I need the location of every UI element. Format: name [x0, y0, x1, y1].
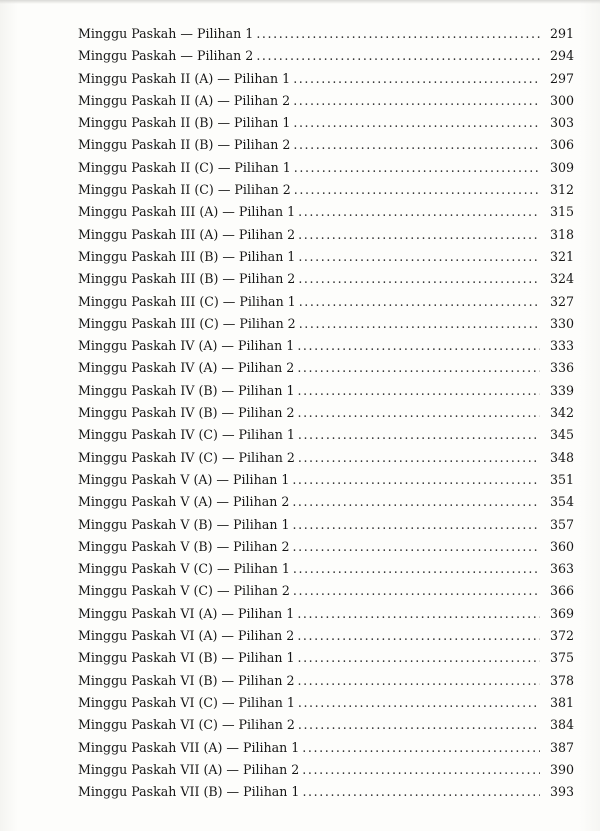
toc-entry: [78, 26, 574, 48]
toc-entry: [78, 762, 574, 784]
toc-entry-title: Minggu Paskah VII (B) — Pilihan 1: [78, 784, 300, 800]
dot-leader: [293, 517, 541, 532]
toc-entry-title: Minggu Paskah II (C) — Pilihan 1: [78, 159, 291, 175]
toc-entry: [78, 182, 574, 204]
dot-leader: [299, 316, 540, 331]
dot-leader: [292, 494, 540, 509]
toc-entry-title: Minggu Paskah VI (A) — Pilihan 2: [78, 628, 295, 644]
toc-entry: [78, 717, 574, 739]
dot-leader: [299, 294, 540, 309]
toc-entry: [78, 338, 574, 360]
toc-entry-title: Minggu Paskah III (B) — Pilihan 1: [78, 248, 296, 264]
toc-entry-page-number: 294: [549, 48, 574, 64]
toc-entry: [78, 360, 574, 382]
toc-entry-title: Minggu Paskah II (B) — Pilihan 1: [78, 115, 291, 131]
dot-leader: [292, 472, 540, 487]
toc-entry: [78, 472, 574, 494]
toc-entry-title: Minggu Paskah IV (B) — Pilihan 1: [78, 382, 295, 398]
toc-entry-page-number: 321: [549, 248, 574, 264]
toc-entry-title: Minggu Paskah III (C) — Pilihan 1: [78, 293, 296, 309]
toc-entry-title: Minggu Paskah — Pilihan 2: [78, 48, 254, 64]
toc-entry: [78, 249, 574, 271]
dot-leader: [294, 160, 540, 175]
toc-entry: [78, 160, 574, 182]
toc-entry-page-number: 297: [549, 70, 574, 86]
dot-leader: [293, 583, 540, 598]
toc-entry-title: Minggu Paskah V (C) — Pilihan 1: [78, 561, 290, 577]
toc-entry-page-number: 357: [549, 516, 574, 532]
dot-leader: [293, 561, 540, 576]
toc-entry-title: Minggu Paskah V (C) — Pilihan 2: [78, 583, 290, 599]
dot-leader: [297, 360, 540, 375]
toc-entry: [78, 383, 574, 405]
dot-leader: [297, 338, 540, 353]
dot-leader: [298, 271, 540, 286]
toc-entry-title: Minggu Paskah V (A) — Pilihan 1: [78, 471, 290, 487]
toc-entry-page-number: 369: [549, 605, 574, 621]
dot-leader: [298, 204, 540, 219]
toc-entry: [78, 539, 574, 561]
toc-entry: [78, 494, 574, 516]
toc-entry-title: Minggu Paskah IV (C) — Pilihan 1: [78, 427, 295, 443]
dot-leader: [293, 539, 541, 554]
toc-entry-page-number: 330: [549, 315, 574, 331]
toc-entry-page-number: 393: [549, 784, 574, 800]
toc-entry-page-number: 312: [549, 182, 574, 198]
toc-entry-page-number: 381: [549, 694, 574, 710]
dot-leader: [302, 762, 540, 777]
toc-entry-title: Minggu Paskah VI (C) — Pilihan 2: [78, 717, 295, 733]
toc-entry-title: Minggu Paskah VI (A) — Pilihan 1: [78, 605, 295, 621]
toc-entry: [78, 517, 574, 539]
toc-entry: [78, 695, 574, 717]
toc-entry: [78, 628, 574, 650]
toc-entry: [78, 561, 574, 583]
toc-entry: [78, 405, 574, 427]
toc-entry: [78, 606, 574, 628]
toc-entry: [78, 740, 574, 762]
toc-entry-page-number: 309: [549, 159, 574, 175]
toc-entry-page-number: 342: [549, 405, 574, 421]
toc-entry: [78, 227, 574, 249]
toc-entry-page-number: 324: [549, 271, 574, 287]
toc-entry-title: Minggu Paskah III (A) — Pilihan 2: [78, 226, 296, 242]
toc-entry: [78, 450, 574, 472]
toc-entry-page-number: 315: [549, 204, 574, 220]
toc-entry-page-number: 390: [549, 761, 574, 777]
toc-entry-title: Minggu Paskah III (B) — Pilihan 2: [78, 271, 296, 287]
toc-entry: [78, 583, 574, 605]
toc-entry-page-number: 291: [549, 26, 574, 41]
dot-leader: [256, 48, 540, 63]
dot-leader: [302, 784, 540, 799]
toc-entry: [78, 673, 574, 695]
dot-leader: [297, 628, 540, 643]
toc-entry-page-number: 372: [549, 628, 574, 644]
toc-entry-page-number: 351: [549, 471, 574, 487]
toc-entry: [78, 48, 574, 70]
toc-entry-page-number: 375: [549, 650, 574, 666]
toc-entry: [78, 115, 574, 137]
toc-entry-title: Minggu Paskah VI (B) — Pilihan 2: [78, 672, 295, 688]
toc-entry-title: Minggu Paskah IV (A) — Pilihan 2: [78, 360, 295, 376]
toc-entry-title: Minggu Paskah II (A) — Pilihan 1: [78, 70, 291, 86]
toc-entry-page-number: 306: [549, 137, 574, 153]
toc-entry-title: Minggu Paskah IV (A) — Pilihan 1: [78, 338, 295, 354]
toc-entry-title: Minggu Paskah II (C) — Pilihan 2: [78, 182, 291, 198]
dot-leader: [294, 182, 540, 197]
toc-entry-page-number: 303: [549, 115, 574, 131]
dot-leader: [298, 227, 540, 242]
dot-leader: [298, 450, 540, 465]
dot-leader: [298, 249, 540, 264]
toc-entry-title: Minggu Paskah III (A) — Pilihan 1: [78, 204, 296, 220]
toc-entry: [78, 784, 574, 806]
toc-entry: [78, 271, 574, 293]
toc-entry-title: Minggu Paskah — Pilihan 1: [78, 26, 254, 41]
toc-entry-title: Minggu Paskah V (B) — Pilihan 1: [78, 516, 290, 532]
toc-entry: [78, 427, 574, 449]
dot-leader: [297, 383, 540, 398]
dot-leader: [297, 650, 540, 665]
toc-entry: [78, 137, 574, 159]
dot-leader: [297, 405, 540, 420]
toc-entry-page-number: 300: [549, 92, 574, 108]
toc-entry-page-number: 387: [549, 739, 574, 755]
dot-leader: [297, 606, 540, 621]
dot-leader: [302, 740, 540, 755]
toc-entry-title: Minggu Paskah II (B) — Pilihan 2: [78, 137, 291, 153]
dot-leader: [293, 71, 540, 86]
toc-entry-title: Minggu Paskah V (B) — Pilihan 2: [78, 538, 290, 554]
toc-entry-title: Minggu Paskah VII (A) — Pilihan 2: [78, 761, 300, 777]
toc-entry-title: Minggu Paskah VI (B) — Pilihan 1: [78, 650, 295, 666]
toc-entry-page-number: 333: [549, 338, 574, 354]
toc-entry: [78, 294, 574, 316]
toc-entry-page-number: 360: [549, 538, 574, 554]
toc-entry-title: Minggu Paskah V (A) — Pilihan 2: [78, 494, 290, 510]
toc-entry-title: Minggu Paskah III (C) — Pilihan 2: [78, 315, 296, 331]
dot-leader: [298, 427, 540, 442]
toc-entry-page-number: 384: [549, 717, 574, 733]
toc-entry: [78, 71, 574, 93]
toc-entry: [78, 316, 574, 338]
toc-entry-title: Minggu Paskah IV (C) — Pilihan 2: [78, 449, 295, 465]
toc-entry-title: Minggu Paskah VI (C) — Pilihan 1: [78, 694, 295, 710]
toc-entry-page-number: 345: [549, 427, 574, 443]
toc-entry-page-number: 348: [549, 449, 574, 465]
toc-entry-page-number: 363: [549, 561, 574, 577]
toc-entry: [78, 93, 574, 115]
toc-entry-title: Minggu Paskah IV (B) — Pilihan 2: [78, 405, 295, 421]
toc-entry-page-number: 366: [549, 583, 574, 599]
toc-entry-page-number: 378: [549, 672, 574, 688]
dot-leader: [256, 26, 540, 41]
toc-entry: [78, 650, 574, 672]
toc-entry-page-number: 339: [549, 382, 574, 398]
toc-entry-page-number: 336: [549, 360, 574, 376]
dot-leader: [298, 717, 540, 732]
toc-entry-page-number: 354: [549, 494, 574, 510]
toc-entry-page-number: 318: [549, 226, 574, 242]
dot-leader: [293, 93, 540, 108]
toc-entry-title: Minggu Paskah VII (A) — Pilihan 1: [78, 739, 300, 755]
page-top-edge: [0, 0, 600, 4]
dot-leader: [297, 673, 540, 688]
dot-leader: [293, 115, 540, 130]
toc-entry-title: Minggu Paskah II (A) — Pilihan 2: [78, 92, 291, 108]
dot-leader: [298, 695, 540, 710]
dot-leader: [293, 137, 540, 152]
toc-entry-page-number: 327: [549, 293, 574, 309]
toc-entry: [78, 204, 574, 226]
table-of-contents: [78, 26, 574, 806]
